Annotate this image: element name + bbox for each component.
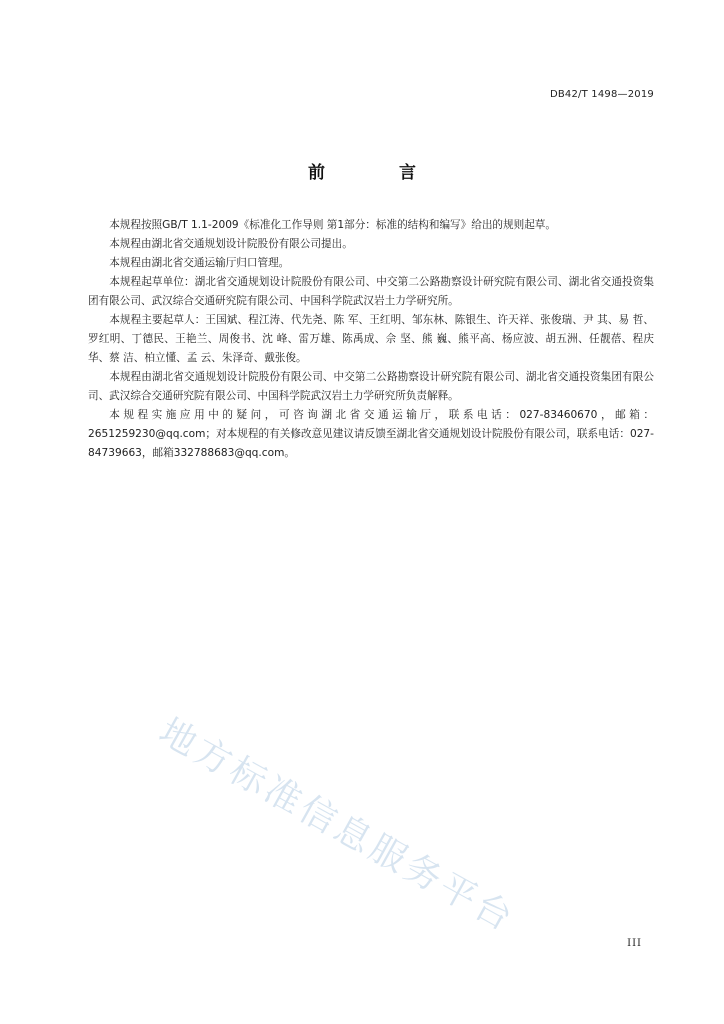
paragraph-drafting-units: 本规程起草单位：湖北省交通规划设计院股份有限公司、中交第二公路勘察设计研究院有限公司、湖北省交通投资集团有限公司、武汉综合交通研究院有限公司、中国科学院武汉岩土力学研究所。 (88, 276, 654, 307)
paragraph-proposer: 本规程由湖北省交通规划设计院股份有限公司提出。 (109, 238, 353, 250)
paragraph-interpretation: 本规程由湖北省交通规划设计院股份有限公司、中交第二公路勘察设计研究院有限公司、湖北省交通投资集团有限公司、武汉综合交通研究院有限公司、中国科学院武汉岩土力学研究所负责解释。 (88, 371, 654, 402)
page-number: III (627, 938, 642, 949)
document-code: DB42/T 1498—2019 (549, 89, 654, 100)
paragraph-drafting-rules: 本规程按照GB/T 1.1-2009《标准化工作导则 第1部分：标准的结构和编写》给出的规则起草。 (109, 219, 556, 231)
paragraph-drafters: 本规程主要起草人：王国斌、程江涛、代先尧、陈 军、王红明、邹东林、陈银生、许天祥、张俊瑞、尹 其、易 哲、罗红明、丁德民、王艳兰、周俊书、沈 峰、雷万雄、陈禹成、佘 坚、熊 巍、熊平高、杨应波、胡五洲、任靓蓓、程庆华、蔡 洁、柏立懂、孟 云、朱泽奇、戴张俊。 (88, 314, 654, 364)
foreword-body (88, 216, 654, 463)
page-title: 前 言 (308, 163, 450, 183)
paragraph-administration: 本规程由湖北省交通运输厅归口管理。 (109, 257, 290, 269)
watermark: 地方标准信息服务平台 (152, 710, 522, 941)
paragraph-contact: 本规程实施应用中的疑问，可咨询湖北省交通运输厅，联系电话：027-83460670，邮箱：2651259230@qq.com；对本规程的有关修改意见建议请反馈至湖北省交通规划设计院股份有限公司，联系电话：027-84739663，邮箱332788683@qq.com。 (88, 409, 654, 459)
